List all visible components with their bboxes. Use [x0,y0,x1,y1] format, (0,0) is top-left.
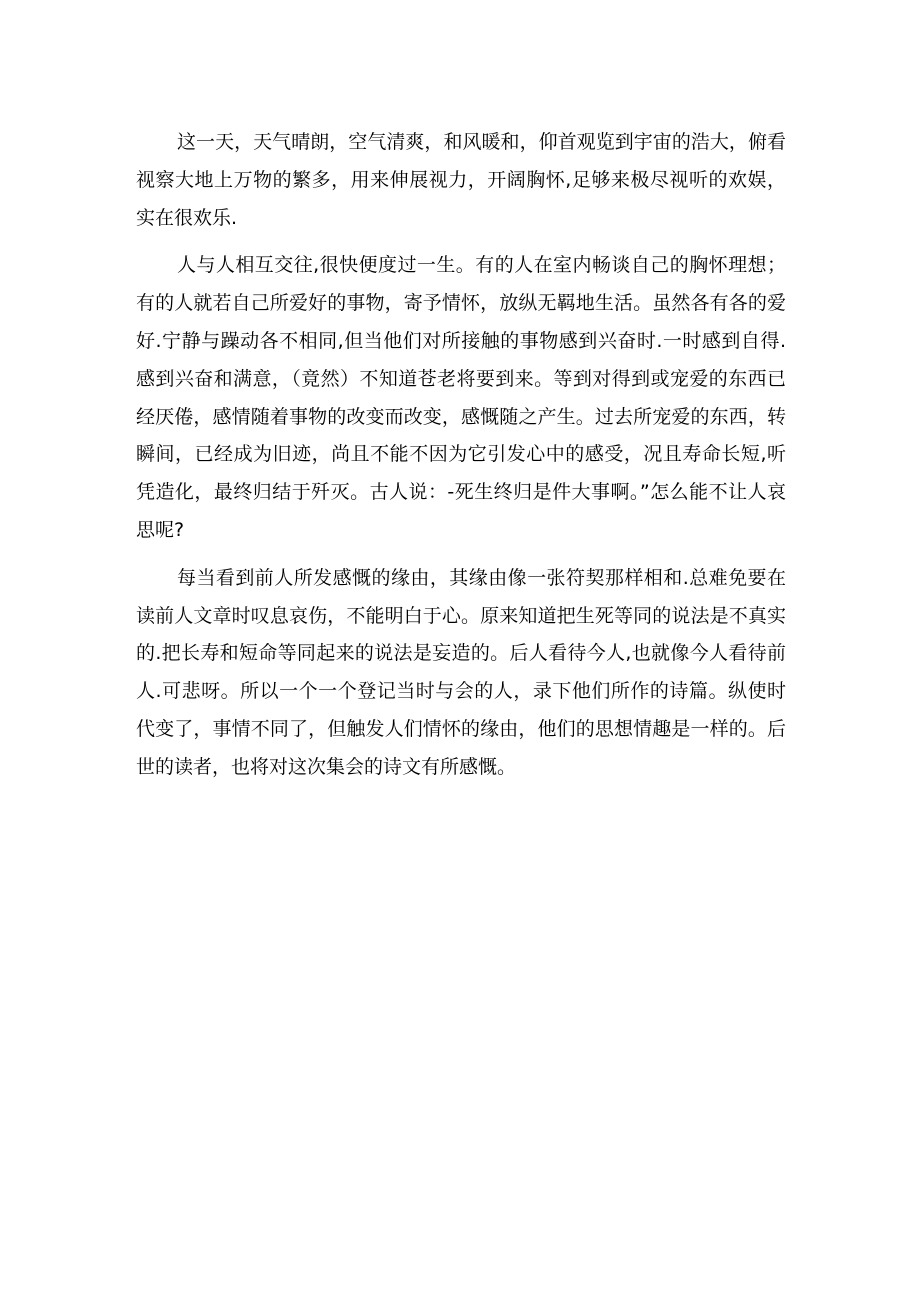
document-body [136,124,786,797]
paragraph-1: 这一天，天气晴朗，空气清爽，和风暖和，仰首观览到宇宙的浩大，俯看视察大地上万物的繁多，用来伸展视力，开阔胸怀,足够来极尽视听的欢娱，实在很欢乐. [136,131,786,229]
paragraph-2: 人与人相互交往,很快便度过一生。有的人在室内畅谈自己的胸怀理想；有的人就若自己所爱好的事物，寄予情怀，放纵无羁地生活。虽然各有各的爱好.宁静与躁动各不相同,但当他们对所接触的事物感到兴奋时.一时感到自得.感到兴奋和满意，（竟然）不知道苍老将要到来。等到对得到或宠爱的东西已经厌倦，感情随着事物的改变而改变，感慨随之产生。过去所宠爱的东西，转瞬间，已经成为旧迹，尚且不能不因为它引发心中的感受，况且寿命长短,听凭造化，最终归结于歼灭。古人说：-死生终归是件大事啊。”怎么能不让人哀思呢? [136,254,786,541]
paragraph-3: 每当看到前人所发感慨的缘由，其缘由像一张符契那样相和.总难免要在读前人文章时叹息哀伤，不能明白于心。原来知道把生死等同的说法是不真实的.把长寿和短命等同起来的说法是妄造的。后人看待今人,也就像今人看待前人.可悲呀。所以一个一个登记当时与会的人，录下他们所作的诗篇。纵使时代变了，事情不同了，但触发人们情怀的缘由，他们的思想情趣是一样的。后世的读者，也将对这次集会的诗文有所感慨。 [136,566,786,778]
